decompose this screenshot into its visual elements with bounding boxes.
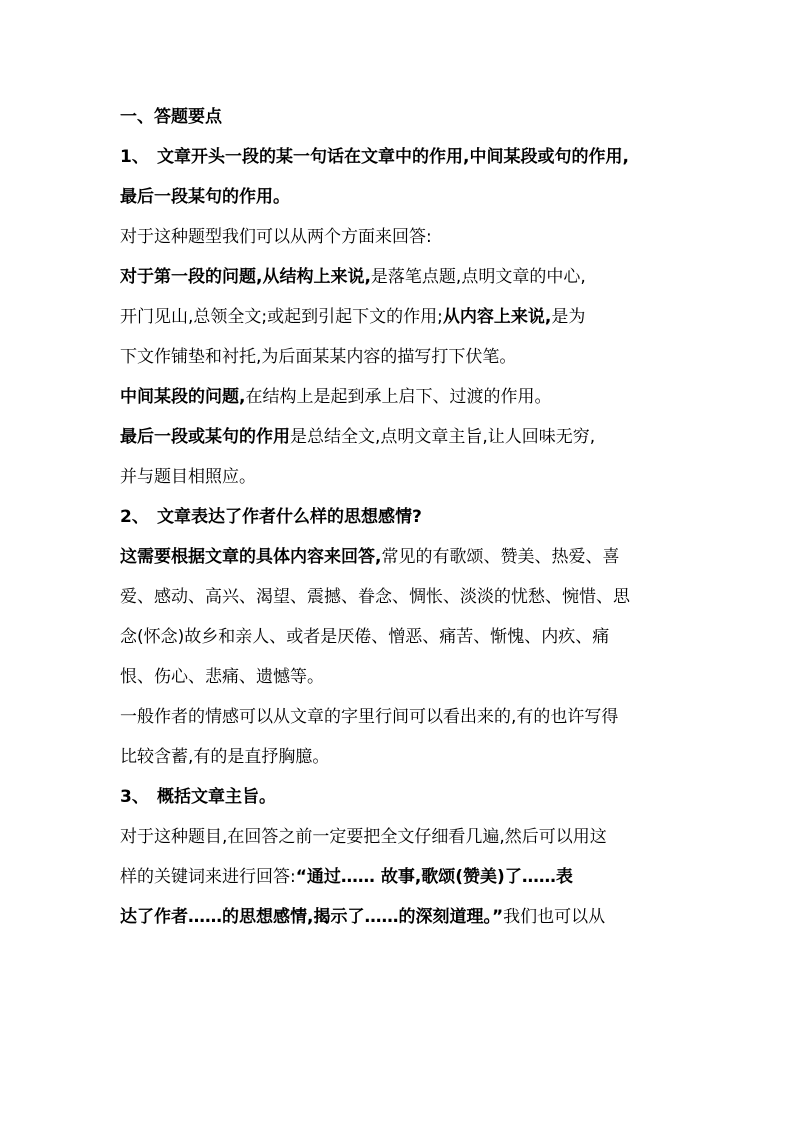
- q1-para1-text1: 是落笔点题,点明文章的中心,: [370, 267, 586, 287]
- q3-title: [120, 777, 690, 817]
- q1-para1-text3: 是为: [551, 307, 586, 327]
- q3-para1-text2: 我们也可以从: [503, 907, 606, 927]
- q1-para2: [120, 377, 690, 417]
- q2-para2-line1: 一般作者的情感可以从文章的字里行间可以看出来的,有的也许写得: [120, 707, 619, 727]
- section-title: 一、答题要点: [120, 107, 222, 127]
- q1-para1-line1: [120, 257, 690, 297]
- q2-para1-text: 常见的有歌颂、赞美、热爱、喜: [381, 547, 620, 567]
- q3-number: 3、: [120, 787, 149, 807]
- q3-para1-line3: [120, 897, 690, 937]
- q1-para1-bold1: 对于第一段的问题,从结构上来说,: [120, 267, 371, 287]
- q2-para1-line4: 恨、伤心、悲痛、遗憾等。: [120, 667, 324, 687]
- q1-title-text: 文章开头一段的某一句话在文章中的作用,中间某段或句的作用,: [157, 147, 629, 167]
- q2-para1-line3: 念(怀念)故乡和亲人、或者是厌倦、憎恶、痛苦、惭愧、内疚、痛: [120, 627, 610, 647]
- q1-title-line2: 最后一段某句的作用。: [120, 187, 290, 207]
- q1-para3-line1: [120, 417, 690, 457]
- q1-para1-text2: 开门见山,总领全文;或起到引起下文的作用;: [120, 307, 443, 327]
- q2-para2-line2: 比较含蓄,有的是直抒胸臆。: [120, 747, 330, 767]
- q3-title-text: 概括文章主旨。: [157, 787, 276, 807]
- document-page: [120, 97, 690, 937]
- q1-para3-line2: 并与题目相照应。: [120, 467, 256, 487]
- q1-para2-bold: 中间某段的问题,: [120, 387, 246, 407]
- q2-title-text: 文章表达了作者什么样的思想感情?: [157, 507, 422, 527]
- q3-para1-text1: 样的关键词来进行回答:: [120, 867, 296, 887]
- q1-para2-text: 在结构上是起到承上启下、过渡的作用。: [245, 387, 552, 407]
- q2-number: 2、: [120, 507, 149, 527]
- q1-para1-line3: 下文作铺垫和衬托,为后面某某内容的描写打下伏笔。: [120, 347, 517, 367]
- q3-para1-bold1: “通过…… 故事,歌颂(赞美)了……表: [295, 867, 573, 887]
- q3-para1-bold2: 达了作者……的思想感情,揭示了……的深刻道理。”: [120, 907, 504, 927]
- q2-para1-line2: 爱、感动、高兴、渴望、震撼、眷念、惆怅、淡淡的忧愁、惋惜、思: [120, 587, 630, 607]
- q1-para1-line2: [120, 297, 690, 337]
- q2-para1-bold: 这需要根据文章的具体内容来回答,: [120, 547, 382, 567]
- q2-title: [120, 497, 690, 537]
- q1-para3-bold: 最后一段或某句的作用: [120, 427, 290, 447]
- q3-para1-line1: 对于这种题目,在回答之前一定要把全文仔细看几遍,然后可以用这: [120, 827, 607, 847]
- q1-para3-text: 是总结全文,点明文章主旨,让人回味无穷,: [290, 427, 596, 447]
- q3-para1-line2: [120, 857, 690, 897]
- q1-number: 1、: [120, 147, 149, 167]
- q1-title-line1: [120, 137, 690, 177]
- q1-para1-bold2: 从内容上来说,: [442, 307, 552, 327]
- q1-intro: 对于这种题型我们可以从两个方面来回答:: [120, 227, 432, 247]
- q2-para1-line1: [120, 537, 690, 577]
